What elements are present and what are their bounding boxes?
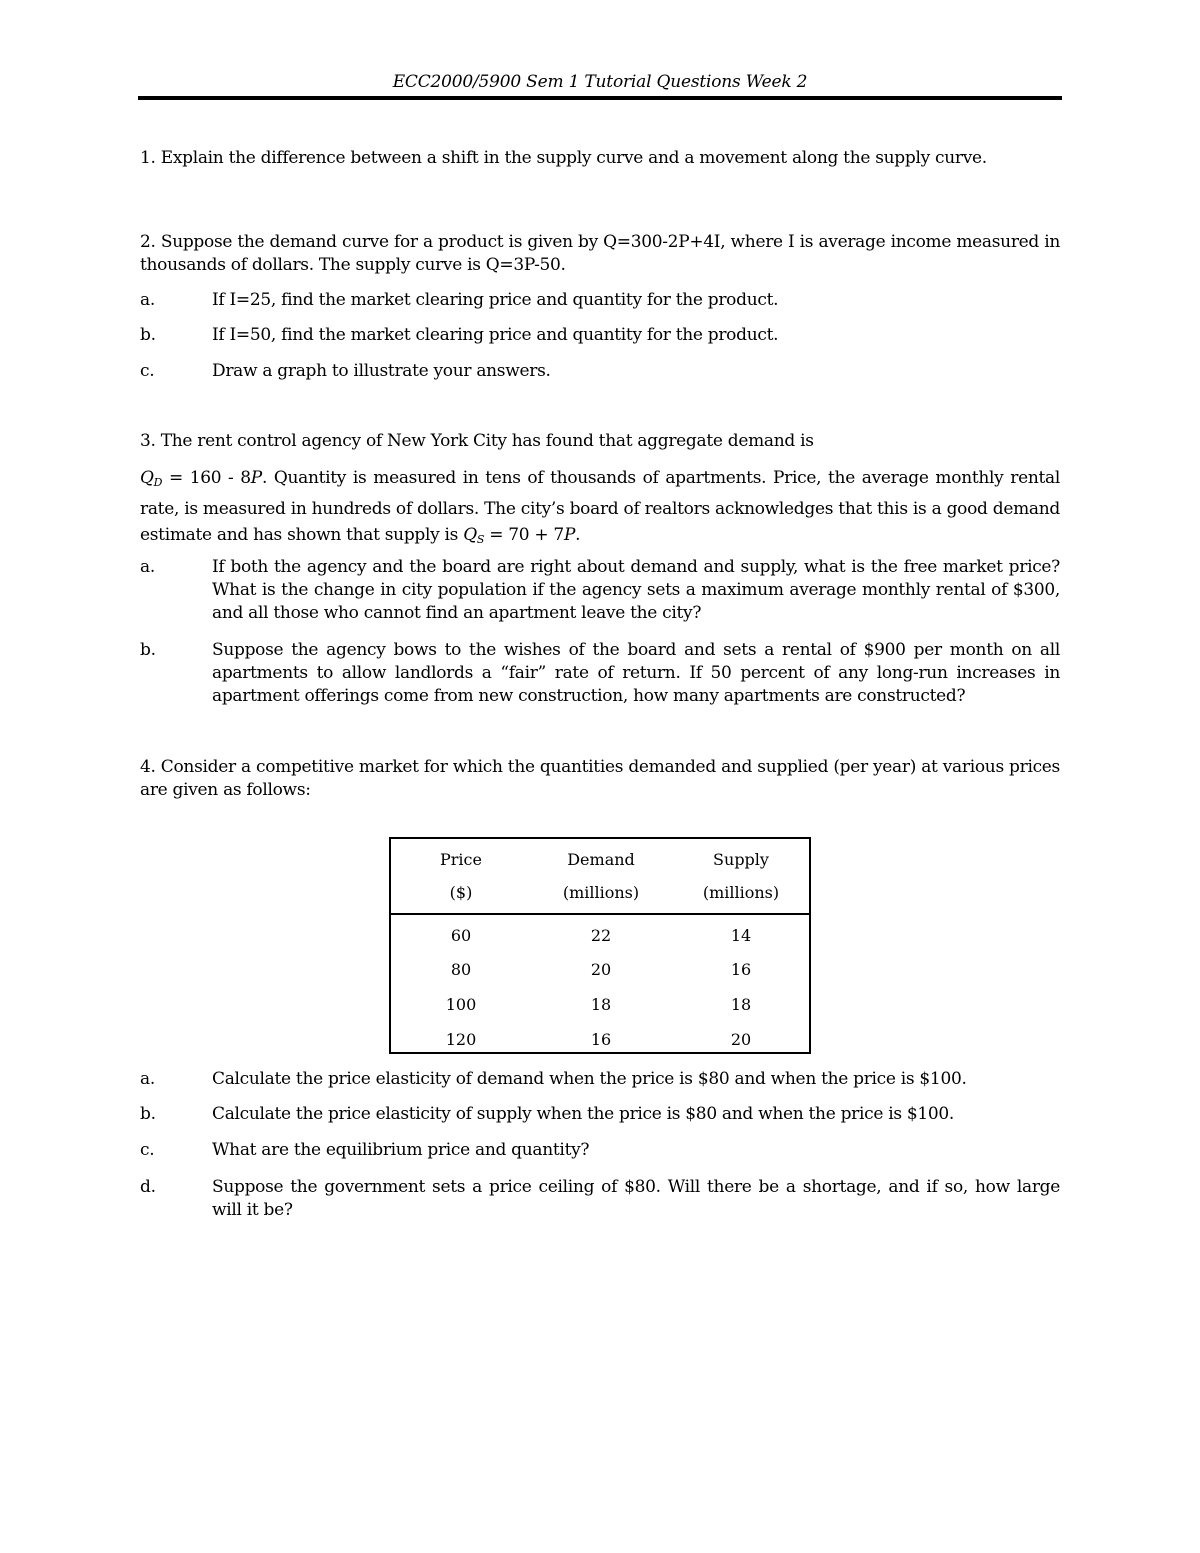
- part-text: If I=50, find the market clearing price and quantity for the product.: [212, 325, 779, 345]
- table-cell: 120: [445, 1030, 477, 1049]
- table-header-demand: Demand: [567, 850, 635, 869]
- part-text: If I=25, find the market clearing price and quantity for the product.: [212, 290, 779, 310]
- table-header-divider: [391, 913, 809, 915]
- part-label: a.: [140, 290, 155, 310]
- qd-equation: = 160 - 8: [162, 468, 251, 488]
- table-cell: 18: [730, 995, 752, 1014]
- part-label: c.: [140, 1140, 155, 1160]
- qd-symbol: Q: [140, 468, 154, 488]
- part-label: a.: [140, 557, 155, 577]
- part-label: b.: [140, 1104, 156, 1124]
- question-2: 2. Suppose the demand curve for a product is given by Q=300-2P+4I, where I is average income measured in thousands of dollars. The supply curve is Q=3P-50.: [140, 232, 1060, 275]
- table-cell: 100: [445, 995, 477, 1014]
- table-header-supply: Supply: [713, 850, 769, 869]
- qs-subscript: S: [476, 533, 485, 546]
- table-header-price-unit: ($): [449, 883, 473, 902]
- question-3-intro: 3. The rent control agency of New York City has found that aggregate demand is: [140, 431, 814, 451]
- question-1: 1. Explain the difference between a shift in the supply curve and a movement along the supply curve.: [140, 148, 987, 168]
- qs-price-symbol: P: [563, 525, 576, 545]
- table-cell: 20: [590, 960, 612, 979]
- part-text: Calculate the price elasticity of supply when the price is $80 and when the price is $100.: [212, 1104, 955, 1124]
- part-label: a.: [140, 1069, 155, 1089]
- question-4: 4. Consider a competitive market for which the quantities demanded and supplied (per year) at various prices are given as follows:: [140, 757, 1060, 800]
- price-demand-supply-table: [389, 837, 811, 1054]
- qs-end: .: [575, 525, 581, 545]
- table-cell: 22: [590, 926, 612, 945]
- table-cell: 14: [730, 926, 752, 945]
- question-3-body-text: . Quantity is measured in tens of thousands of apartments. Price, the average monthly rental rate, is measured in hundreds of dollars. The city’s board of realtors acknowledges that this is a good demand estimate and has shown that supply is: [140, 468, 1060, 545]
- qd-subscript: D: [153, 476, 163, 489]
- qs-symbol: Q: [463, 525, 477, 545]
- page-header-title: ECC2000/5900 Sem 1 Tutorial Questions Week 2: [392, 72, 808, 92]
- part-text: Suppose the government sets a price ceiling of $80. Will there be a shortage, and if so, how large will it be?: [212, 1177, 1060, 1220]
- table-cell: 16: [590, 1030, 612, 1049]
- part-text: What are the equilibrium price and quantity?: [212, 1140, 590, 1160]
- qd-price-symbol: P: [250, 468, 262, 488]
- part-text: Suppose the agency bows to the wishes of the board and sets a rental of $900 per month on all apartments to allow landlords a “fair” rate of return. If 50 percent of any long-run increases in apartment offerings come from new construction, how many apartments are constructed?: [212, 640, 1060, 706]
- table-cell: 80: [450, 960, 472, 979]
- part-label: d.: [140, 1177, 156, 1197]
- part-text: Draw a graph to illustrate your answers.: [212, 361, 551, 381]
- part-label: c.: [140, 361, 155, 381]
- part-label: b.: [140, 640, 156, 660]
- question-3-body: [140, 465, 1060, 553]
- qs-equation: = 70 + 7: [484, 525, 564, 545]
- part-text: If both the agency and the board are right about demand and supply, what is the free market price? What is the change in city population if the agency sets a maximum average monthly rental of $300, and all those who cannot find an apartment leave the city?: [212, 557, 1060, 623]
- table-cell: 16: [730, 960, 752, 979]
- table-header-supply-unit: (millions): [702, 883, 780, 902]
- part-label: b.: [140, 325, 156, 345]
- table-cell: 18: [590, 995, 612, 1014]
- part-text: Calculate the price elasticity of demand when the price is $80 and when the price is $100.: [212, 1069, 967, 1089]
- header-rule: [138, 96, 1062, 100]
- table-cell: 20: [730, 1030, 752, 1049]
- table-cell: 60: [450, 926, 472, 945]
- table-header-price: Price: [440, 850, 482, 869]
- table-header-demand-unit: (millions): [562, 883, 640, 902]
